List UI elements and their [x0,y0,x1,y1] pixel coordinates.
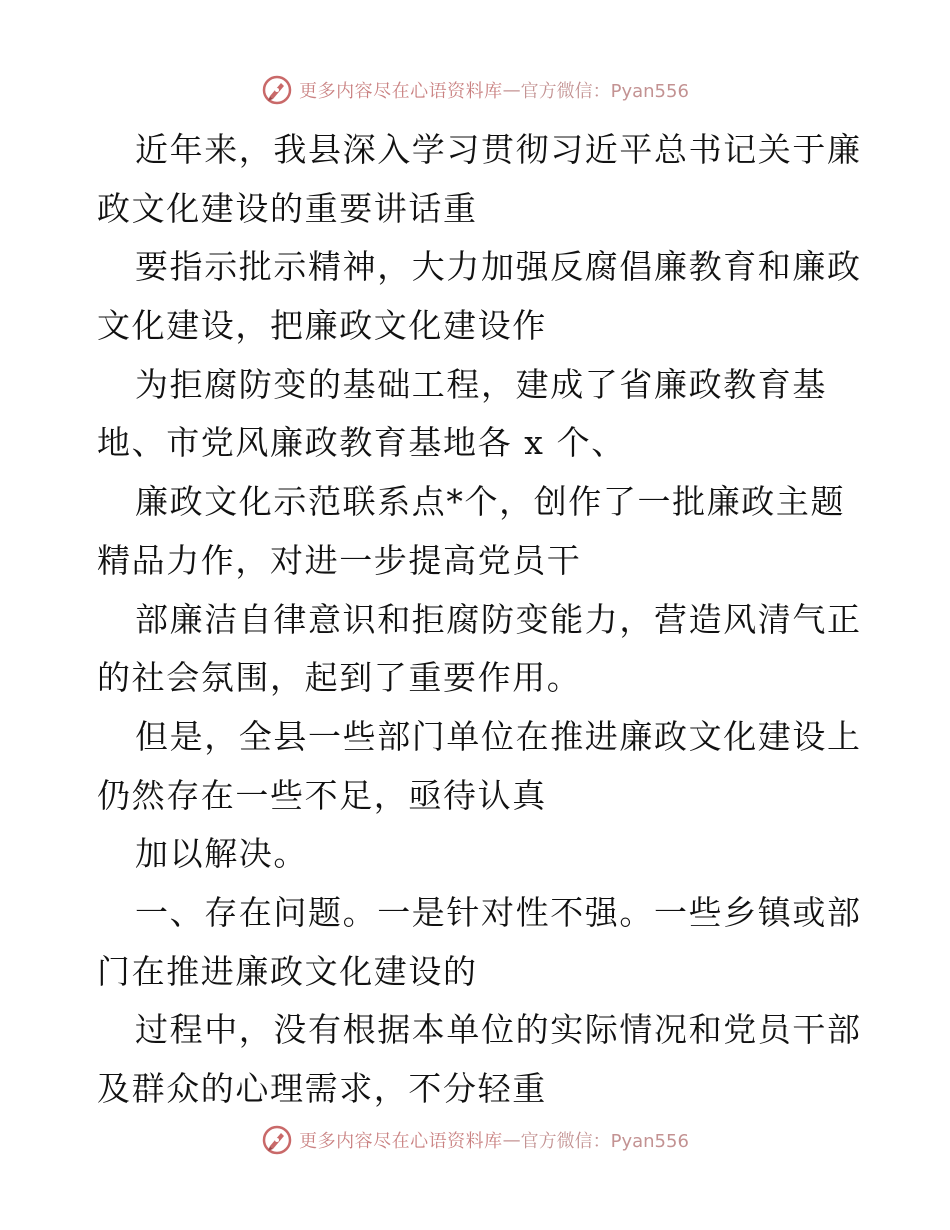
text-line: 加以解决。 [135,834,308,874]
text-line: 的社会氛围，起到了重要作用。 [97,658,582,698]
text-line: 近年来，我县深入学习贯彻习近平总书记关于廉 [135,130,862,169]
watermark-brand: 更多内容尽在心语资料库 [299,81,503,102]
text-line: 部廉洁自律意识和拒腐防变能力，营造风清气正 [135,599,862,639]
text-line: 文化建设，把廉政文化建设作 [97,306,547,346]
watermark-dash: — [502,1129,521,1151]
text-line: 精品力作，对进一步提高党员干 [97,540,582,580]
watermark-contact: 官方微信：Pyan556 [520,81,689,102]
text-line: 政文化建设的重要讲话重 [97,188,478,228]
footer-watermark [0,1120,950,1160]
text-line: 一、存在问题。一是针对性不强。一些乡镇或部 [135,892,862,932]
text-line: 过程中，没有根据本单位的实际情况和党员干部 [135,1010,862,1050]
document-body [97,121,862,1119]
text-line: 为拒腐防变的基础工程，建成了省廉政教育基 [135,364,827,404]
watermark-contact: 官方微信：Pyan556 [520,1131,689,1152]
text-line: 廉政文化示范联系点*个，创作了一批廉政主题 [135,482,846,522]
text-line: 地、市党风廉政教育基地各 x 个、 [97,423,626,463]
pen-circle-logo-icon [261,1124,293,1156]
header-watermark [0,70,950,110]
text-line: 但是，全县一些部门单位在推进廉政文化建设上 [135,716,862,756]
text-line: 仍然存在一些不足，亟待认真 [97,775,547,815]
text-line: 门在推进廉政文化建设的 [97,951,478,991]
text-line: 及群众的心理需求，不分轻重 [97,1069,547,1108]
pen-circle-logo-icon [261,74,293,106]
text-line: 要指示批示精神，大力加强反腐倡廉教育和廉政 [135,247,862,287]
watermark-dash: — [502,79,521,101]
watermark-brand: 更多内容尽在心语资料库 [299,1131,503,1152]
